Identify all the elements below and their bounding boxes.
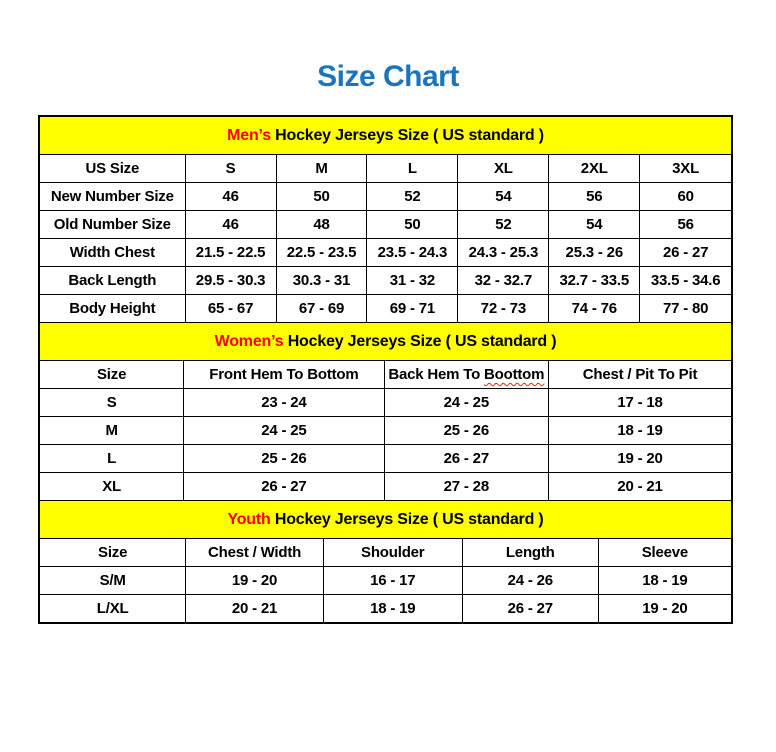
womens-heading-highlight: Women’s xyxy=(214,333,284,350)
row-label: XL xyxy=(40,473,184,501)
page-title: Size Chart xyxy=(317,60,459,93)
column-header: Chest / Pit To Pit xyxy=(549,361,731,389)
cell-value: 60 xyxy=(640,183,731,211)
size-chart-table xyxy=(38,115,733,624)
column-header: S xyxy=(185,155,276,183)
cell-value: 30.3 - 31 xyxy=(276,267,367,295)
table-row xyxy=(40,183,731,211)
cell-value: 26 - 27 xyxy=(184,473,384,501)
column-header: Sleeve xyxy=(598,539,731,567)
row-label: L xyxy=(40,445,184,473)
cell-value: 16 - 17 xyxy=(323,567,462,595)
cell-value: 46 xyxy=(185,211,276,239)
cell-value: 65 - 67 xyxy=(185,295,276,323)
table-row xyxy=(40,389,731,417)
table-row xyxy=(40,239,731,267)
cell-value: 19 - 20 xyxy=(549,445,731,473)
cell-value: 69 - 71 xyxy=(367,295,458,323)
table-row xyxy=(40,445,731,473)
column-header-row xyxy=(40,539,731,567)
cell-value: 24 - 26 xyxy=(462,567,598,595)
row-label: Width Chest xyxy=(40,239,185,267)
column-header: Size xyxy=(40,539,186,567)
cell-value: 48 xyxy=(276,211,367,239)
column-header: Back Hem To Boottom xyxy=(384,361,548,389)
cell-value: 25.3 - 26 xyxy=(549,239,640,267)
table-row xyxy=(40,295,731,323)
cell-value: 22.5 - 23.5 xyxy=(276,239,367,267)
womens-section-header xyxy=(40,322,731,361)
cell-value: 77 - 80 xyxy=(640,295,731,323)
cell-value: 23.5 - 24.3 xyxy=(367,239,458,267)
table-row xyxy=(40,267,731,295)
cell-value: 19 - 20 xyxy=(598,595,731,623)
cell-value: 17 - 18 xyxy=(549,389,731,417)
column-header: 2XL xyxy=(549,155,640,183)
youth-size-table xyxy=(40,539,731,622)
column-header: L xyxy=(367,155,458,183)
cell-value: 20 - 21 xyxy=(186,595,324,623)
cell-value: 20 - 21 xyxy=(549,473,731,501)
cell-value: 21.5 - 22.5 xyxy=(185,239,276,267)
cell-value: 26 - 27 xyxy=(462,595,598,623)
row-label: S xyxy=(40,389,184,417)
column-header: Size xyxy=(40,361,184,389)
womens-size-table xyxy=(40,361,731,500)
column-header: M xyxy=(276,155,367,183)
cell-value: 32 - 32.7 xyxy=(458,267,549,295)
cell-value: 54 xyxy=(458,183,549,211)
table-row xyxy=(40,595,731,623)
cell-value: 26 - 27 xyxy=(384,445,548,473)
column-header: Front Hem To Bottom xyxy=(184,361,384,389)
cell-value: 25 - 26 xyxy=(384,417,548,445)
table-row xyxy=(40,473,731,501)
table-row xyxy=(40,417,731,445)
cell-value: 24 - 25 xyxy=(184,417,384,445)
column-header: XL xyxy=(458,155,549,183)
cell-value: 18 - 19 xyxy=(323,595,462,623)
cell-value: 33.5 - 34.6 xyxy=(640,267,731,295)
misspelled-word: Boottom xyxy=(484,366,545,383)
cell-value: 52 xyxy=(367,183,458,211)
cell-value: 25 - 26 xyxy=(184,445,384,473)
mens-heading-highlight: Men’s xyxy=(227,127,271,144)
cell-value: 50 xyxy=(276,183,367,211)
cell-value: 54 xyxy=(549,211,640,239)
column-header: Chest / Width xyxy=(186,539,324,567)
table-row xyxy=(40,567,731,595)
womens-heading-rest: Hockey Jerseys Size ( US standard ) xyxy=(283,333,557,350)
row-label: New Number Size xyxy=(40,183,185,211)
cell-value: 24 - 25 xyxy=(384,389,548,417)
row-label: M xyxy=(40,417,184,445)
cell-value: 56 xyxy=(549,183,640,211)
cell-value: 26 - 27 xyxy=(640,239,731,267)
cell-value: 32.7 - 33.5 xyxy=(549,267,640,295)
youth-section-header xyxy=(40,500,731,539)
row-label: Old Number Size xyxy=(40,211,185,239)
cell-value: 50 xyxy=(367,211,458,239)
youth-heading-rest: Hockey Jerseys Size ( US standard ) xyxy=(270,511,544,528)
cell-value: 56 xyxy=(640,211,731,239)
row-label: Back Length xyxy=(40,267,185,295)
mens-section-header xyxy=(40,117,731,155)
mens-heading-rest: Hockey Jerseys Size ( US standard ) xyxy=(270,127,544,144)
column-header: Shoulder xyxy=(323,539,462,567)
column-header: 3XL xyxy=(640,155,731,183)
cell-value: 52 xyxy=(458,211,549,239)
cell-value: 29.5 - 30.3 xyxy=(185,267,276,295)
cell-value: 23 - 24 xyxy=(184,389,384,417)
row-label: S/M xyxy=(40,567,186,595)
cell-value: 27 - 28 xyxy=(384,473,548,501)
cell-value: 18 - 19 xyxy=(549,417,731,445)
cell-value: 67 - 69 xyxy=(276,295,367,323)
column-header-row xyxy=(40,155,731,183)
column-header: US Size xyxy=(40,155,185,183)
cell-value: 18 - 19 xyxy=(598,567,731,595)
cell-value: 74 - 76 xyxy=(549,295,640,323)
row-label: L/XL xyxy=(40,595,186,623)
mens-size-table xyxy=(40,155,731,322)
column-header: Length xyxy=(462,539,598,567)
cell-value: 24.3 - 25.3 xyxy=(458,239,549,267)
cell-value: 46 xyxy=(185,183,276,211)
cell-value: 19 - 20 xyxy=(186,567,324,595)
youth-heading-highlight: Youth xyxy=(227,511,271,528)
row-label: Body Height xyxy=(40,295,185,323)
cell-value: 72 - 73 xyxy=(458,295,549,323)
table-row xyxy=(40,211,731,239)
cell-value: 31 - 32 xyxy=(367,267,458,295)
column-header-row xyxy=(40,361,731,389)
